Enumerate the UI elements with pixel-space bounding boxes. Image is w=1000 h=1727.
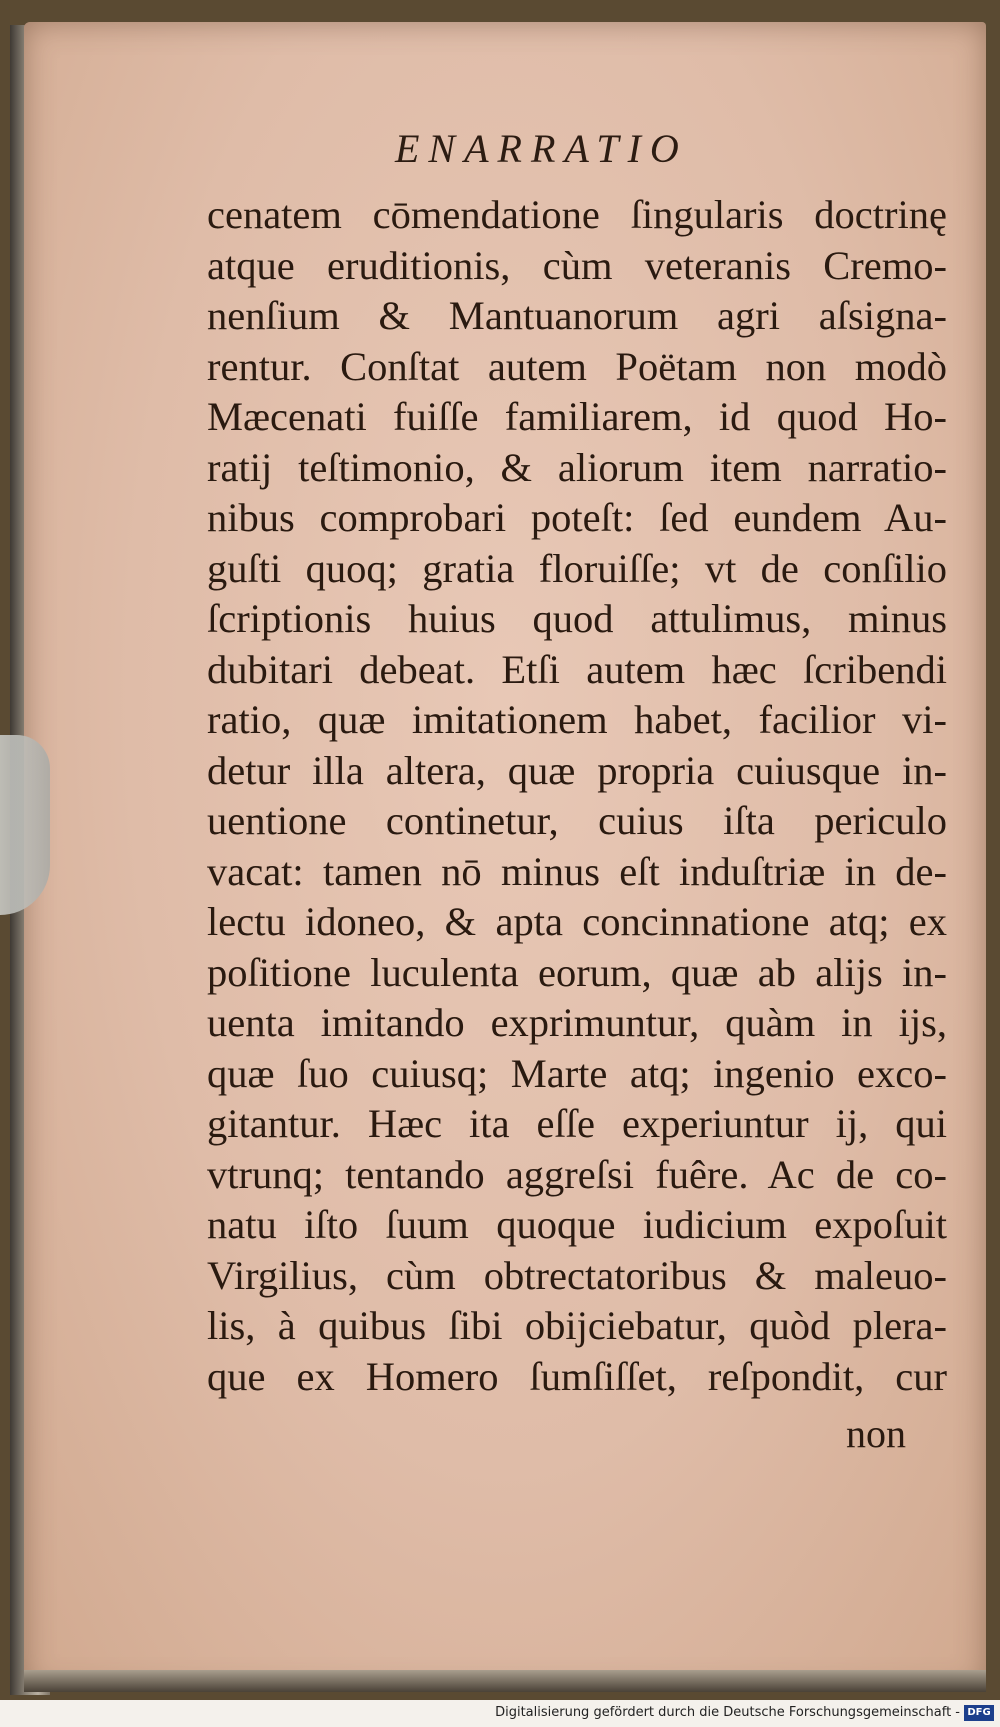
text-line: Virgilius, cùm obtrectatoribus & maleuo- [207,1252,947,1298]
text-line: Mæcenati fuiſſe familiarem, id quod Ho- [207,394,947,439]
text-line: uentione continetur, cuius iſta periculo [207,798,947,843]
text-line: vacat: tamen nō minus eſt induſtriæ in de- [207,848,947,894]
text-line: guſti quoq; gratia floruiſſe; vt de conſilio [207,545,947,591]
text-line: nenſium & Mantuanorum agri aſsigna- [207,293,947,338]
text-line: nibus comprobari poteſt: ſed eundem Au- [207,495,947,540]
text-line: ſcriptionis huius quod attulimus, minus [207,596,947,641]
running-head: ENARRATIO [395,126,688,171]
footer-bar [0,1702,1000,1727]
funding-credit: Digitalisierung gefördert durch die Deutsche Forschungsgemeinschaft - [495,1705,960,1720]
text-line: poſitione luculenta eorum, quæ ab alijs in- [207,949,947,995]
text-line: que ex Homero ſumſiſſet, reſpondit, cur [207,1353,947,1399]
text-line: detur illa altera, quæ propria cuiusque in- [207,747,947,793]
text-line: uenta imitando exprimuntur, quàm in ijs, [207,1000,947,1045]
text-line: atque eruditionis, cùm veteranis Cremo- [207,242,947,288]
text-line: dubitari debeat. Etſi autem hæc ſcribendi [207,646,947,692]
page-edge-bottom [24,1670,986,1692]
text-line: rentur. Conſtat autem Poëtam non modò [207,343,947,389]
text-line: vtrunq; tentando aggreſsi fuêre. Ac de co- [207,1151,947,1197]
dfg-logo: DFG [964,1705,994,1721]
body-text [207,190,947,1402]
text-line: natu iſto ſuum quoque iudicium expoſuit [207,1202,947,1247]
page-marker-tab [0,735,50,915]
text-line: gitantur. Hæc ita eſſe experiuntur ij, qui [207,1101,947,1146]
catchword: non [846,1411,906,1456]
text-line: lis, à quibus ſibi obijciebatur, quòd plera- [207,1303,947,1348]
text-line: lectu idoneo, & apta concinnatione atq; ex [207,899,947,944]
text-line: ratio, quæ imitationem habet, facilior vi- [207,697,947,742]
text-line: cenatem cōmendatione ſingularis doctrinę [207,192,947,237]
text-line: quæ ſuo cuiusq; Marte atq; ingenio exco- [207,1050,947,1096]
text-line: ratij teſtimonio, & aliorum item narratio- [207,444,947,490]
